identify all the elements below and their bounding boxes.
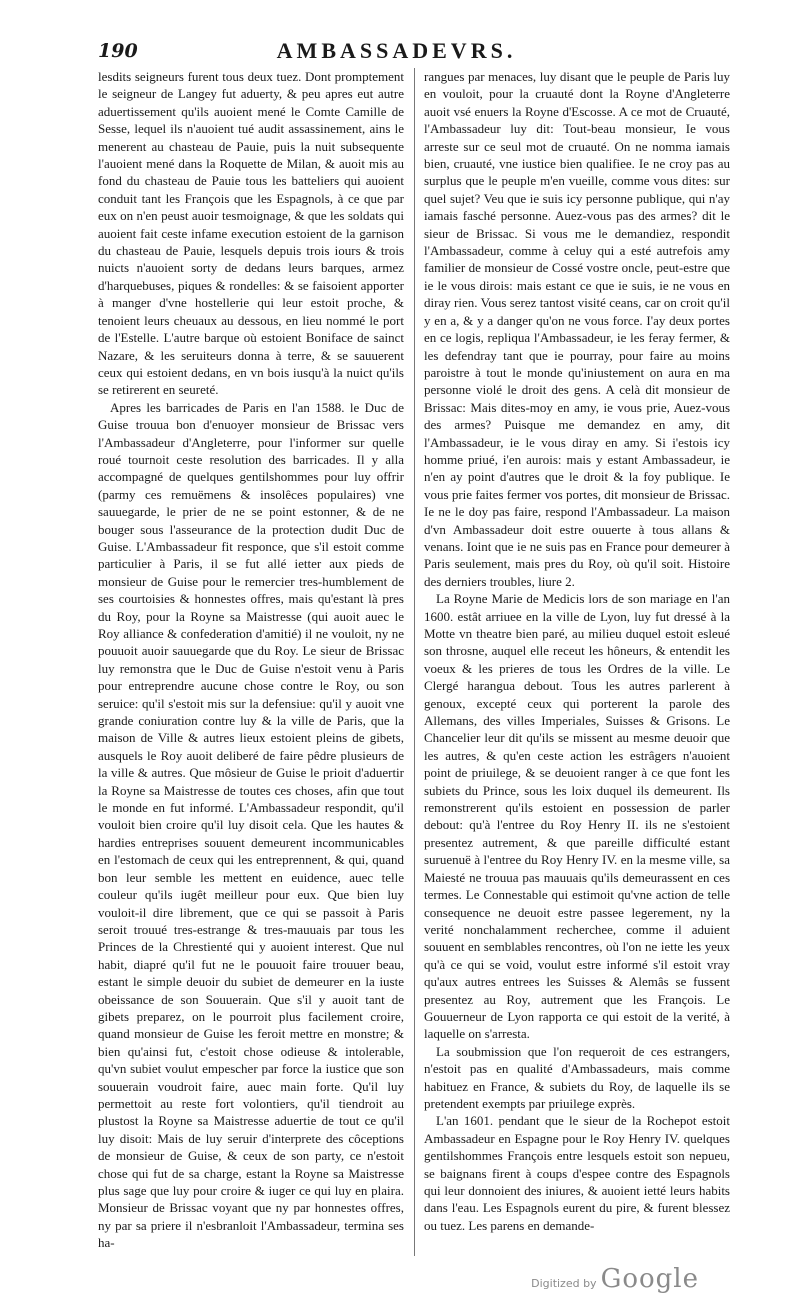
text-columns bbox=[98, 68, 730, 1256]
paragraph-medicis: La Royne Marie de Medicis lors de son mariage en l'an 1600. estât arriuee en la ville de Lyon, luy fut dressé à la Motte vn theatre bien paré, au milieu duquel estoit esleué son throsne, auquel elle receut les hôneurs, & entendit les voeux & les prieres de tous les Ordres de la ville. Le Clergé harangua debout. Tous les autres parlerent à genoux, excepté ceux qui porterent la parole des Allemans, des villes Imperiales, Suisses & Grisons. Le Chancelier leur dit qu'ils se missent au mesme deuoir que les autres, & qu'en ceste action les estrâgers n'auoient point de priuilege, & se deuoient ranger à ce que font les subiets du Prince, sous les loix duquel ils demeurent. Ils remonstrerent qu'ils estoient en possession de parler debout: qu'à l'entree du Roy Henry II. ils ne s'estoient presentez autrement, & que pareille difficulté estant suruenuë à l'entree du Roy Henry IV. en la mesme ville, sa Maiesté ne trouua pas mauuais qu'ils demeurassent en ces termes. Le Connestable qui estimoit qu'vne action de telle consequence ne deuoit estre passee legerement, ny la verité nonchalamment recherchee, comme il aduient souuent en semblables rencontres, où l'on ne iette les yeux qu'à ce qui se void, voulut estre informé s'il estoit vray qu'aux autres entrees les Suisses & Alemâs se fussent presentez au Roy, autrement que les François. Le Gouuerneur de Lyon rapporta ce qui estoit de la verité, à laquelle on s'arresta. bbox=[424, 591, 730, 1042]
paragraph-rochepot: L'an 1601. pendant que le sieur de la Rochepot estoit Ambassadeur en Espagne pour le Roy Henry IV. quelques gentilshommes François entre lesquels estoit son nepueu, se baignans firent à coups d'espee contre des Espagnols qui leur donnoient des iniures, & auoient ietté leurs habits dans l'eau. Les Espagnols eurent du pire, & furent blessez ou tuez. Les parens en demande- bbox=[424, 1113, 730, 1233]
paragraph-barricades: Apres les barricades de Paris en l'an 1588. le Duc de Guise trouua bon d'enuoyer monsieur de Brissac vers l'Ambassadeur d'Angleterre, pour l'informer sur quelle roué tournoit ceste resolution des barricades. Il y alla accompagné de quelques gentilshommes pour luy offrir (parmy ces remuëmens & insolêces populaires) vne sauuegarde, le prier de ne se point estonner, & de ne bouger sous l'asseurance de la protection dudit Duc de Guise. L'Ambassadeur fit responce, que s'il estoit comme particulier à Paris, il se fut allé ietter aux pieds de monsieur de Guise pour le remercier tres-humblement de ses courtoisies & honnestes offres, mais qu'estant là pres du Roy, pour la Royne sa Maistresse (qui auoit auec le Roy alliance & confederation d'amitié) il ne vouloit, ny ne pouuoit auoir sauuegarde que du Roy. Le sieur de Brissac luy remonstra que le Duc de Guise n'estoit venu à Paris pour entreprendre aucune chose contre le Roy, ou son seruice: qu'il s'estoit mis sur la defensiue: qu'il y auoit vne grande coniuration contre luy & la ville de Paris, que la maison de Ville & autres lieux estoient pleins de gibets, ausquels le Roy auoit deliberé de faire pêdre plusieurs de la ville & autres. Que môsieur de Guise le prioit d'aduertir la Royne sa Maistresse de toutes ces choses, afin que tout le monde en fut informé. L'Ambassadeur respondit, qu'il vouloit bien croire qu'il luy disoit cela. Que les hautes & hardies entreprises souuent demeurent incommunicables en l'estomach de ceux qui les entreprennent, & qui, quand bon leur semble les mettent en euidence, auec telle couleur qu'ils iugêt meilleur pour eux. Que bien luy vouloit-il dire librement, que ce qui se passoit à Paris seroit trouué tres-estrange & tres-mauuais par tous les Princes de la Chrestienté qui y auoient interest. Que nul habit, diapré qu'il fut ne le pouuoit faire trouuer beau, estant le simple deuoir du subiet de demeurer en la iuste obeissance de son Souuerain. Que s'il y auoit tant de gibets preparez, on le pourroit plus facilement croire, quand monsieur de Guise les feroit mettre en monstre; & bien qu'ainsi fut, c'estoit chose odieuse & intolerable, qu'vn subiet voulut empescher par force la iustice que son souuerain voudroit faire, auec main forte. Qu'il luy permettoit au reste fort volontiers, qu'il tiendroit au plustost la Royne sa Maistresse aduertie de tout ce qu'il luy disoit: Mais de luy seruir d'interprete des côceptions de monsieur de Guise, & ceux de son party, ce n'estoit chose qui fut de sa charge, estant la Royne sa Maistresse plus sage que luy pour croire & iuger ce qui luy en plaira. Monsieur de Brissac voyant que ny par honnestes offres, ny par sa priere il n'esbranloit l'Ambassadeur, termina ses ha- bbox=[98, 399, 404, 1251]
google-logo: Google bbox=[600, 1264, 699, 1294]
page-number: 190 bbox=[98, 40, 138, 62]
paragraph-soubmission: La soubmission que l'on requeroit de ces estrangers, n'estoit pas en qualité d'Ambassadeurs, mais comme habituez en France, & subiets du Roy, de laquelle ils se pretendent exempts par priuilege exprès. bbox=[424, 1043, 730, 1111]
right-column bbox=[424, 68, 730, 1256]
digitized-by-watermark bbox=[531, 1264, 699, 1294]
paragraph-langey: lesdits seigneurs furent tous deux tuez. Dont promptement le seigneur de Langey fut aduerty, & peu apres eut autre aduertissement qu'ils auoient mené le Comte Camille de Sesse, lequel ils n'auoient tué audit assassinement, ains le menerent au chasteau de Pauie, puis la nuit subsequente l'auoient mené dans la Roquette de Milan, & auoit mis au fond du chasteau de Pauie tous les batteliers qui auoient conduit tant les François que les Espagnols, à ce que par eux on n'en peust auoir tesmoignage, & que les soldats qui auoient fait ceste infame execution estoient de la garnison du chasteau de Pauie, lesquels depuis trois iours & trois nuicts n'auoient sorty de dedans leurs barques, armez d'harquebuses, piques & rondelles: & se faisoient apporter à manger d'vne hostellerie qui leur estoit proche, & tenoient leurs cheuaux au dessous, en lieu nommé le port de l'Estelle. L'autre barque où estoient Boniface de sainct Nazare, & les seruiteurs donna à terre, & se sauuerent ceux qui estoient dedans, en vn bois iusqu'à la nuict qu'ils se retirerent en seureté. bbox=[98, 69, 404, 398]
column-divider bbox=[414, 68, 415, 1256]
paragraph-cruaute: rangues par menaces, luy disant que le peuple de Paris luy en vouloit, pour la cruauté dont la Royne d'Angleterre auoit vsé enuers la Royne d'Escosse. A ce mot de Cruauté, l'Ambassadeur luy dit: Tout-beau monsieur, Ie vous arreste sur ce seul mot de cruauté. On ne nomma iamais bien, cruauté, vne iustice bien qualifiee. Ie ne croy pas au surplus que le peuple m'en vueille, comme vous dites: sur quel sujet? Veu que ie suis icy personne publique, qui n'ay iamais fasché personne. Auez-vous pas des armes? dit le sieur de Brissac. Si vous me le demandiez, respondit l'Ambassadeur, comme à celuy qui a esté autrefois amy familier de monsieur de Cossé vostre oncle, peut-estre que ie le vous dirois: mais estant ce que ie suis, ie ne vous en diray rien. Vous serez tantost visité ceans, car on croit qu'il y en a, & y a danger qu'on ne vous force. I'ay deux portes en ce logis, repliqua l'Ambassadeur, ie les feray fermer, & les defendray tant que ie pourray, pour faire au moins paroistre à tout le monde qu'iniustement on aura en ma personne violé le droit des gens. A celà dit monsieur de Brissac: Mais dites-moy en amy, ie vous prie, Auez-vous des armes? Puisque me demandez en amy, dit l'Ambassadeur, ie le vous diray en amy. Si i'estois icy homme priué, i'en aurois: mais y estant Ambassadeur, ie n'en ay point d'autres que le droit & la foy publique. Ie vous prie faites fermer vos portes, dit monsieur de Brissac. Ie ne le doy pas faire, respond l'Ambassadeur. La maison d'vn Ambassadeur doit estre ouuerte à tous allans & venans. Ioint que ie ne suis pas en France pour demeurer à Paris seulement, mais pres du Roy, où qu'il soit. Histoire des derniers troubles, liure 2. bbox=[424, 69, 730, 589]
running-title: AMBASSADEVRS. bbox=[276, 38, 517, 63]
left-column bbox=[98, 68, 404, 1256]
digitized-by-text: Digitized by bbox=[531, 1277, 597, 1290]
